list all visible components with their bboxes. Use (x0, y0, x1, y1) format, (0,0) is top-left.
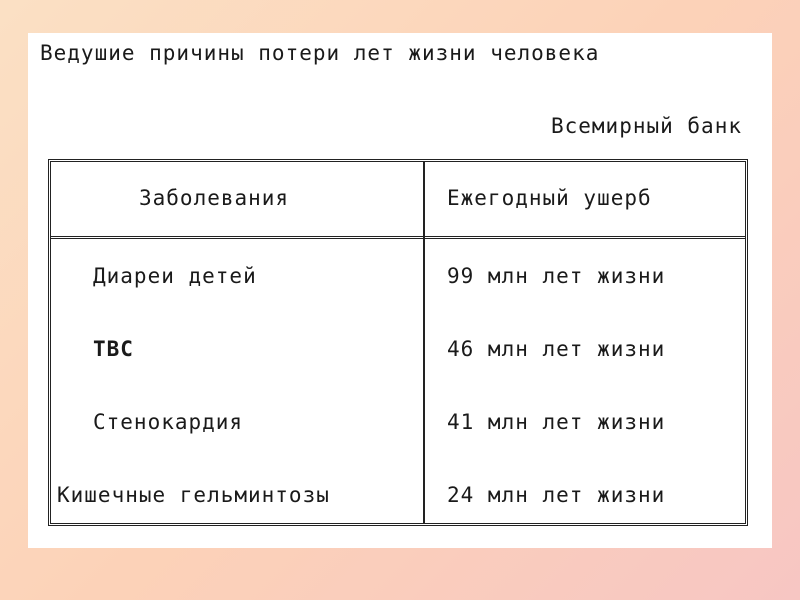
table-row-disease: Диареи детей (93, 264, 257, 288)
table-row-damage: 41 млн лет жизни (447, 410, 666, 434)
table-row-disease: Кишечные гельминтозы (57, 483, 330, 507)
column-divider (423, 162, 425, 523)
table-row-damage: 24 млн лет жизни (447, 483, 666, 507)
header-disease: Заболевания (139, 186, 290, 210)
table-row-disease: Стенокардия (93, 410, 244, 434)
document-title: Ведушие причины потери лет жизни человека (40, 41, 600, 65)
header-annual-damage: Ежегодный ушерб (447, 186, 652, 210)
document-source: Всемирный банк (550, 114, 742, 138)
table-row-damage: 46 млн лет жизни (447, 337, 666, 361)
data-table (48, 159, 748, 526)
table-row-damage: 99 млн лет жизни (447, 264, 666, 288)
header-divider (51, 236, 745, 239)
table-row-disease: ТВС (93, 337, 134, 361)
document-page (28, 33, 772, 548)
